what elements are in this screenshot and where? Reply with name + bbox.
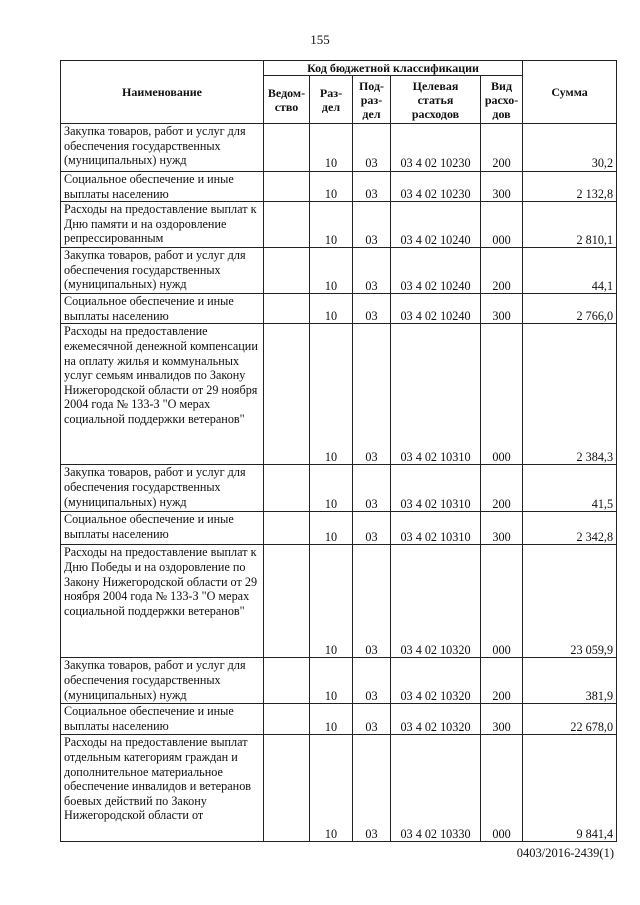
row-target: 03 4 02 10310 <box>391 324 481 465</box>
row-type: 300 <box>481 512 523 545</box>
row-dept <box>264 294 310 324</box>
row-subsection: 03 <box>353 324 391 465</box>
row-dept <box>264 324 310 465</box>
row-sum: 2 342,8 <box>523 512 617 545</box>
row-subsection: 03 <box>353 465 391 512</box>
table-row <box>61 124 617 172</box>
header-target: Целевая статья расходов <box>391 76 481 124</box>
row-subsection: 03 <box>353 172 391 202</box>
row-dept <box>264 124 310 172</box>
table-row <box>61 465 617 512</box>
row-dept <box>264 172 310 202</box>
row-target: 03 4 02 10230 <box>391 124 481 172</box>
row-name: Закупка товаров, работ и услуг для обеспечения государственных (муниципальных) нужд <box>61 248 264 294</box>
header-sum: Сумма <box>523 61 617 124</box>
page-number: 155 <box>310 32 330 47</box>
row-subsection: 03 <box>353 124 391 172</box>
row-name: Закупка товаров, работ и услуг для обеспечения государственных (муниципальных) нужд <box>61 124 264 172</box>
row-name: Закупка товаров, работ и услуг для обеспечения государственных (муниципальных) нужд <box>61 658 264 704</box>
header-type: Вид расхо-дов <box>481 76 523 124</box>
row-target: 03 4 02 10240 <box>391 202 481 248</box>
row-sum: 44,1 <box>523 248 617 294</box>
row-subsection: 03 <box>353 202 391 248</box>
table-row <box>61 294 617 324</box>
row-subsection: 03 <box>353 545 391 658</box>
row-section: 10 <box>310 658 353 704</box>
row-name: Закупка товаров, работ и услуг для обеспечения государственных (муниципальных) нужд <box>61 465 264 512</box>
row-sum: 41,5 <box>523 465 617 512</box>
row-sum: 9 841,4 <box>523 735 617 842</box>
row-type: 300 <box>481 294 523 324</box>
row-section: 10 <box>310 294 353 324</box>
row-target: 03 4 02 10240 <box>391 248 481 294</box>
row-type: 200 <box>481 658 523 704</box>
row-target: 03 4 02 10310 <box>391 512 481 545</box>
row-type: 200 <box>481 465 523 512</box>
row-section: 10 <box>310 512 353 545</box>
table-row <box>61 512 617 545</box>
row-section: 10 <box>310 545 353 658</box>
row-dept <box>264 704 310 735</box>
header-section: Раз-дел <box>310 76 353 124</box>
row-subsection: 03 <box>353 735 391 842</box>
row-target: 03 4 02 10330 <box>391 735 481 842</box>
row-type: 200 <box>481 248 523 294</box>
table-row <box>61 735 617 842</box>
table-row <box>61 202 617 248</box>
row-type: 300 <box>481 704 523 735</box>
row-subsection: 03 <box>353 704 391 735</box>
table-row <box>61 545 617 658</box>
row-target: 03 4 02 10310 <box>391 465 481 512</box>
header-dept: Ведом-ство <box>264 76 310 124</box>
row-type: 200 <box>481 124 523 172</box>
row-sum: 381,9 <box>523 658 617 704</box>
row-dept <box>264 545 310 658</box>
budget-table <box>60 60 617 842</box>
row-type: 300 <box>481 172 523 202</box>
row-dept <box>264 465 310 512</box>
row-section: 10 <box>310 202 353 248</box>
row-type: 000 <box>481 545 523 658</box>
row-section: 10 <box>310 465 353 512</box>
table-row <box>61 324 617 465</box>
row-target: 03 4 02 10320 <box>391 658 481 704</box>
header-subsection: Под-раз-дел <box>353 76 391 124</box>
row-sum: 2 384,3 <box>523 324 617 465</box>
row-sum: 2 810,1 <box>523 202 617 248</box>
row-subsection: 03 <box>353 248 391 294</box>
row-dept <box>264 735 310 842</box>
row-name: Расходы на предоставление выплат к Дню памяти и на оздоровление репрессированным <box>61 202 264 248</box>
row-section: 10 <box>310 124 353 172</box>
row-sum: 22 678,0 <box>523 704 617 735</box>
row-sum: 2 766,0 <box>523 294 617 324</box>
row-section: 10 <box>310 735 353 842</box>
document-code: 0403/2016-2439(1) <box>516 846 614 860</box>
row-section: 10 <box>310 172 353 202</box>
row-subsection: 03 <box>353 512 391 545</box>
row-sum: 2 132,8 <box>523 172 617 202</box>
row-subsection: 03 <box>353 294 391 324</box>
row-type: 000 <box>481 324 523 465</box>
row-name: Социальное обеспечение и иные выплаты населению <box>61 704 264 735</box>
row-name: Социальное обеспечение и иные выплаты населению <box>61 172 264 202</box>
row-type: 000 <box>481 735 523 842</box>
row-name: Расходы на предоставление выплат отдельным категориям граждан и дополнительное материальное обеспечение инвалидов и ветеранов боевых действий по Закону Нижегородской области от <box>61 735 264 842</box>
row-section: 10 <box>310 248 353 294</box>
row-dept <box>264 248 310 294</box>
row-name: Расходы на предоставление ежемесячной денежной компенсации на оплату жилья и коммунальных услуг семьям инвалидов по Закону Нижегородской области от 29 ноября 2004 года № 133-З "О мерах социальной поддержки ветеранов" <box>61 324 264 465</box>
row-name: Расходы на предоставление выплат к Дню Победы и на оздоровление по Закону Нижегородской области от 29 ноября 2004 года № 133-З "О мерах социальной поддержки ветеранов" <box>61 545 264 658</box>
header-name: Наименование <box>61 61 264 124</box>
table-row <box>61 172 617 202</box>
row-section: 10 <box>310 324 353 465</box>
row-target: 03 4 02 10240 <box>391 294 481 324</box>
table-row <box>61 248 617 294</box>
row-sum: 23 059,9 <box>523 545 617 658</box>
row-dept <box>264 202 310 248</box>
row-name: Социальное обеспечение и иные выплаты населению <box>61 512 264 545</box>
row-section: 10 <box>310 704 353 735</box>
header-code-group: Код бюджетной классификации <box>264 61 523 76</box>
row-dept <box>264 658 310 704</box>
table-row <box>61 658 617 704</box>
row-type: 000 <box>481 202 523 248</box>
row-name: Социальное обеспечение и иные выплаты населению <box>61 294 264 324</box>
row-target: 03 4 02 10320 <box>391 545 481 658</box>
table-row <box>61 704 617 735</box>
row-dept <box>264 512 310 545</box>
table-body <box>61 124 617 842</box>
row-target: 03 4 02 10320 <box>391 704 481 735</box>
row-subsection: 03 <box>353 658 391 704</box>
row-target: 03 4 02 10230 <box>391 172 481 202</box>
row-sum: 30,2 <box>523 124 617 172</box>
